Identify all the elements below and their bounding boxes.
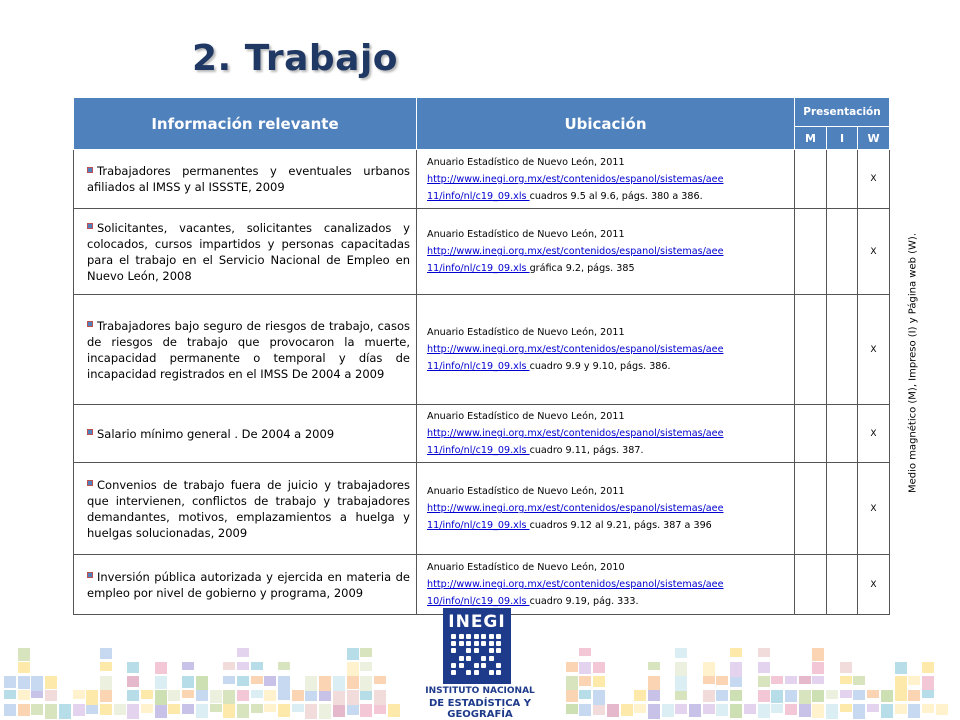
decor-square bbox=[182, 690, 194, 698]
decor-square bbox=[264, 704, 276, 712]
decor-square bbox=[675, 662, 687, 676]
decor-square bbox=[196, 676, 208, 690]
logo-dot bbox=[451, 634, 456, 639]
decor-square bbox=[826, 704, 838, 719]
decor-square bbox=[799, 676, 811, 684]
decor-square bbox=[18, 662, 30, 673]
decor-square bbox=[155, 676, 167, 689]
decor-square bbox=[799, 704, 811, 717]
decor-square bbox=[127, 704, 139, 719]
decor-square bbox=[223, 662, 235, 670]
decor-square bbox=[703, 662, 715, 676]
mark-i bbox=[827, 295, 858, 405]
info-cell bbox=[74, 555, 417, 615]
decor-square bbox=[388, 704, 400, 717]
decor-square bbox=[127, 676, 139, 687]
decor-square bbox=[922, 704, 934, 713]
decor-square bbox=[251, 690, 263, 698]
link-line2: 11/info/nl/c19_09.xls bbox=[427, 361, 530, 372]
decor-square bbox=[127, 690, 139, 701]
decor-square bbox=[922, 676, 934, 690]
source-text: Anuario Estadístico de Nuevo León, 2011 bbox=[427, 156, 625, 168]
decor-square bbox=[744, 704, 756, 714]
decor-square bbox=[31, 704, 43, 715]
logo-dot bbox=[466, 670, 471, 675]
decor-square bbox=[675, 690, 687, 700]
logo-dot bbox=[451, 663, 456, 668]
decor-square bbox=[264, 690, 276, 701]
decor-square bbox=[333, 676, 345, 691]
link-line1: http://www.inegi.org.mx/est/contenidos/espanol/sistemas/aee bbox=[427, 246, 724, 257]
info-cell bbox=[74, 405, 417, 463]
info-text: Trabajadores permanentes y eventuales urbanos afiliados al IMSS y al ISSSTE, 2009 bbox=[87, 164, 410, 194]
decor-square bbox=[18, 648, 30, 661]
decor-square bbox=[114, 704, 126, 715]
logo-dot bbox=[489, 641, 494, 646]
mark-m bbox=[795, 150, 827, 209]
link-line1: http://www.inegi.org.mx/est/contenidos/espanol/sistemas/aee bbox=[427, 173, 724, 185]
decor-square bbox=[730, 676, 742, 687]
mark-i bbox=[827, 150, 858, 209]
decor-square bbox=[895, 704, 907, 714]
decor-square bbox=[18, 690, 30, 700]
decor-square bbox=[853, 704, 865, 719]
mark-i bbox=[827, 209, 858, 295]
decor-square bbox=[196, 704, 208, 718]
info-cell bbox=[74, 150, 417, 209]
mark-m bbox=[795, 209, 827, 295]
decor-square bbox=[155, 662, 167, 674]
decor-square bbox=[182, 704, 194, 714]
decor-square bbox=[45, 704, 57, 719]
decor-square bbox=[579, 704, 591, 716]
decor-square bbox=[634, 690, 646, 701]
decor-square bbox=[347, 676, 359, 689]
decor-square bbox=[908, 676, 920, 685]
decor-square bbox=[566, 662, 578, 672]
header-m: M bbox=[795, 127, 827, 150]
decor-square bbox=[662, 704, 674, 717]
decor-square bbox=[812, 676, 824, 684]
page-title: 2. Trabajo bbox=[192, 38, 399, 79]
decor-square bbox=[127, 662, 139, 673]
info-cell bbox=[74, 295, 417, 405]
ubicacion-cell bbox=[417, 463, 795, 555]
decor-square bbox=[922, 690, 934, 698]
decor-square bbox=[59, 704, 71, 719]
source-text: Anuario Estadístico de Nuevo León, 2011 bbox=[427, 411, 625, 422]
decor-square bbox=[730, 662, 742, 677]
decor-square bbox=[141, 704, 153, 713]
decor-square bbox=[840, 690, 852, 698]
info-text: Inversión pública autorizada y ejercida en materia de empleo por nivel de gobierno y programa, 2009 bbox=[87, 569, 410, 600]
decor-square bbox=[758, 676, 770, 687]
logo-dot bbox=[466, 656, 471, 661]
decor-square bbox=[867, 704, 879, 712]
detail-text: cuadro 9.9 y 9.10, págs. 386. bbox=[529, 361, 671, 372]
decor-square bbox=[648, 704, 660, 719]
mark-w: X bbox=[858, 209, 890, 295]
decor-square bbox=[634, 704, 646, 713]
decor-square bbox=[251, 676, 263, 684]
mark-m bbox=[795, 463, 827, 555]
logo-dot bbox=[496, 634, 501, 639]
decor-square bbox=[566, 690, 578, 702]
decor-square bbox=[579, 690, 591, 699]
ubicacion-cell bbox=[417, 405, 795, 463]
logo-dot bbox=[459, 663, 464, 668]
logo-dot bbox=[466, 641, 471, 646]
mark-m bbox=[795, 555, 827, 615]
table-row bbox=[74, 150, 890, 209]
logo-dot bbox=[496, 670, 501, 675]
presentation-legend-text: Medio magnético (M), Impreso (I) y Página web (W). bbox=[907, 232, 919, 493]
logo-dot bbox=[459, 656, 464, 661]
decor-square bbox=[73, 704, 85, 716]
decor-square bbox=[360, 662, 372, 671]
decor-square bbox=[237, 690, 249, 701]
decor-square bbox=[182, 676, 194, 688]
mark-m bbox=[795, 295, 827, 405]
decor-square bbox=[333, 704, 345, 717]
header-presentacion: Presentación bbox=[795, 98, 890, 127]
logo-dot bbox=[474, 641, 479, 646]
logo-dot bbox=[489, 648, 494, 653]
link-line1: http://www.inegi.org.mx/est/contenidos/espanol/sistemas/aee bbox=[427, 428, 724, 439]
logo-dot bbox=[489, 670, 494, 675]
decor-square bbox=[360, 648, 372, 657]
decor-square bbox=[155, 704, 167, 718]
logo-word: INEGI bbox=[448, 612, 506, 632]
logo-dot bbox=[489, 634, 494, 639]
decor-square bbox=[895, 676, 907, 690]
source-text: Anuario Estadístico de Nuevo León, 2011 bbox=[427, 327, 625, 338]
decor-square bbox=[758, 648, 770, 657]
decor-square bbox=[566, 704, 578, 714]
decor-square bbox=[840, 676, 852, 684]
decor-square bbox=[648, 690, 660, 701]
bullet-icon bbox=[87, 572, 93, 578]
decor-square bbox=[319, 704, 331, 719]
logo-dot bbox=[459, 634, 464, 639]
logo-dot bbox=[466, 648, 471, 653]
logo-dot bbox=[481, 634, 486, 639]
decor-square bbox=[730, 690, 742, 701]
info-text: Salario mínimo general . De 2004 a 2009 bbox=[97, 426, 335, 441]
decor-square bbox=[908, 704, 920, 718]
logo-grid bbox=[451, 634, 503, 678]
decor-square bbox=[196, 690, 208, 701]
mark-w: X bbox=[858, 150, 890, 209]
decor-square bbox=[758, 704, 770, 718]
logo-dot bbox=[481, 663, 486, 668]
decor-square bbox=[675, 648, 687, 658]
ubicacion-cell bbox=[417, 555, 795, 615]
link-line1: http://www.inegi.org.mx/est/contenidos/espanol/sistemas/aee bbox=[427, 503, 724, 514]
decor-square bbox=[251, 662, 263, 670]
detail-text: cuadros 9.12 al 9.21, págs. 387 a 396 bbox=[529, 520, 712, 531]
decor-square bbox=[305, 690, 317, 701]
decor-square bbox=[785, 704, 797, 715]
decor-square bbox=[675, 676, 687, 691]
decor-square bbox=[758, 690, 770, 702]
header-i: I bbox=[827, 127, 858, 150]
decor-square bbox=[867, 690, 879, 698]
decor-square bbox=[333, 690, 345, 705]
decor-square bbox=[237, 676, 249, 686]
decor-square bbox=[168, 690, 180, 701]
ubicacion-cell bbox=[417, 150, 795, 209]
mark-w: X bbox=[858, 405, 890, 463]
logo-dot bbox=[451, 641, 456, 646]
bullet-icon bbox=[87, 429, 93, 435]
decor-square bbox=[360, 704, 372, 717]
info-text: Convenios de trabajo fuera de juicio y trabajadores que intervienen, conflictos de trabajo y trabajadores demandantes, motivos, emplazamientos a huelga y huelgas solucionadas, 2009 bbox=[87, 477, 410, 540]
decor-square bbox=[648, 662, 660, 670]
decor-square bbox=[374, 676, 386, 684]
decor-square bbox=[607, 704, 619, 717]
decor-square bbox=[18, 676, 30, 689]
decor-square bbox=[853, 690, 865, 700]
detail-text: gráfica 9.2, págs. 385 bbox=[529, 263, 635, 274]
table-row bbox=[74, 555, 890, 615]
decor-square bbox=[305, 676, 317, 691]
decor-square bbox=[31, 690, 43, 698]
decor-square bbox=[703, 676, 715, 684]
decor-square bbox=[593, 662, 605, 673]
decor-square bbox=[141, 690, 153, 699]
link-line1: http://www.inegi.org.mx/est/contenidos/espanol/sistemas/aee bbox=[427, 344, 724, 355]
mark-i bbox=[827, 463, 858, 555]
decor-square bbox=[182, 662, 194, 670]
decor-square bbox=[826, 690, 838, 699]
decor-square bbox=[73, 690, 85, 699]
table-row bbox=[74, 463, 890, 555]
logo-dot bbox=[489, 656, 494, 661]
decor-square bbox=[758, 662, 770, 673]
logo-dot bbox=[474, 663, 479, 668]
decor-square bbox=[812, 662, 824, 674]
mark-w: X bbox=[858, 555, 890, 615]
decor-square bbox=[785, 690, 797, 702]
link-line2: 11/info/nl/c19_09.xls bbox=[427, 263, 530, 274]
decor-square bbox=[716, 676, 728, 685]
decor-square bbox=[86, 690, 98, 705]
detail-text: cuadros 9.5 al 9.6, págs. 380 a 386. bbox=[529, 190, 703, 202]
decor-square bbox=[4, 704, 16, 716]
decor-square bbox=[223, 676, 235, 684]
decor-square bbox=[881, 690, 893, 702]
table-row bbox=[74, 405, 890, 463]
source-text: Anuario Estadístico de Nuevo León, 2011 bbox=[427, 486, 625, 497]
decor-square bbox=[100, 690, 112, 702]
logo-dot bbox=[481, 641, 486, 646]
logo-dot bbox=[474, 648, 479, 653]
decor-square bbox=[100, 648, 112, 659]
link-line2: 11/info/nl/c19_09.xls bbox=[427, 190, 530, 202]
decor-square bbox=[4, 676, 16, 688]
decor-square bbox=[374, 690, 386, 705]
decor-square bbox=[223, 690, 235, 704]
header-ubicacion: Ubicación bbox=[417, 98, 795, 150]
decor-square bbox=[593, 676, 605, 687]
decor-square bbox=[840, 704, 852, 712]
link-line1: http://www.inegi.org.mx/est/contenidos/espanol/sistemas/aee bbox=[427, 579, 724, 590]
info-table bbox=[73, 97, 890, 615]
source-text: Anuario Estadístico de Nuevo León, 2010 bbox=[427, 562, 625, 573]
decor-square bbox=[922, 662, 934, 673]
decor-square bbox=[908, 690, 920, 701]
decor-square bbox=[812, 690, 824, 702]
decor-square bbox=[812, 704, 824, 718]
decor-square bbox=[771, 676, 783, 684]
decor-square bbox=[675, 704, 687, 714]
decor-square bbox=[360, 690, 372, 700]
decor-square bbox=[45, 676, 57, 689]
header-w: W bbox=[858, 127, 890, 150]
info-text: Trabajadores bajo seguro de riesgos de trabajo, casos de riesgos de trabajo que provocaron la muerte, incapacidad permanente o temporal y días de incapacidad registrados en el IMSS De 2004 a 2009 bbox=[87, 318, 410, 381]
bullet-icon bbox=[87, 321, 93, 327]
decor-square bbox=[86, 704, 98, 714]
link-line2: 10/info/nl/c19_09.xls bbox=[427, 596, 530, 607]
info-text: Solicitantes, vacantes, solicitantes canalizados y colocados, cursos impartidos y personas capacitadas para el trabajo en el Servicio Nacional de Empleo en Nuevo León, 2008 bbox=[87, 220, 410, 283]
decor-square bbox=[730, 648, 742, 657]
decor-square bbox=[292, 704, 304, 712]
decor-square bbox=[853, 676, 865, 685]
decor-square bbox=[305, 704, 317, 719]
info-cell bbox=[74, 463, 417, 555]
decor-square bbox=[840, 662, 852, 673]
decor-square bbox=[223, 704, 235, 718]
logo-dot bbox=[474, 670, 479, 675]
decor-square bbox=[360, 676, 372, 691]
decor-square bbox=[168, 704, 180, 714]
decor-square bbox=[579, 648, 591, 656]
logo-dot bbox=[451, 648, 456, 653]
table-row bbox=[74, 295, 890, 405]
mark-i bbox=[827, 555, 858, 615]
decor-square bbox=[31, 676, 43, 691]
decor-square bbox=[237, 704, 249, 718]
decor-square bbox=[278, 704, 290, 717]
decor-square bbox=[347, 704, 359, 715]
logo-dot bbox=[474, 634, 479, 639]
presentation-legend bbox=[907, 225, 919, 500]
decor-square bbox=[100, 662, 112, 671]
decor-square bbox=[593, 704, 605, 715]
decor-square bbox=[251, 704, 263, 713]
decor-square bbox=[18, 704, 30, 716]
decor-square bbox=[347, 648, 359, 660]
decor-square bbox=[278, 662, 290, 670]
decor-square bbox=[237, 662, 249, 670]
decor-square bbox=[785, 676, 797, 684]
logo-dot bbox=[481, 656, 486, 661]
bullet-icon bbox=[87, 167, 93, 173]
info-cell bbox=[74, 209, 417, 295]
link-line2: 11/info/nl/c19_09.xls bbox=[427, 520, 530, 531]
decor-square bbox=[771, 690, 783, 703]
decor-square bbox=[703, 704, 715, 714]
bullet-icon bbox=[87, 480, 93, 486]
decor-square bbox=[374, 704, 386, 714]
mark-w: X bbox=[858, 295, 890, 405]
decor-square bbox=[278, 690, 290, 700]
decor-square bbox=[895, 690, 907, 701]
decor-square bbox=[716, 704, 728, 716]
logo-name-line2: DE ESTADÍSTICA Y GEOGRAFÍA bbox=[429, 698, 531, 720]
decor-square bbox=[771, 704, 783, 713]
decor-square bbox=[812, 648, 824, 661]
mark-m bbox=[795, 405, 827, 463]
decor-square bbox=[703, 690, 715, 702]
decor-square bbox=[621, 704, 633, 716]
header-info: Información relevante bbox=[74, 98, 417, 150]
decor-square bbox=[689, 704, 701, 717]
decor-square bbox=[45, 690, 57, 701]
logo-dot bbox=[496, 663, 501, 668]
decor-square bbox=[210, 690, 222, 703]
decor-square bbox=[799, 690, 811, 704]
logo-name-line1: INSTITUTO NACIONAL bbox=[425, 686, 535, 696]
decor-square bbox=[210, 704, 222, 712]
decor-square bbox=[895, 662, 907, 674]
decor-square bbox=[278, 676, 290, 691]
inegi-logo-icon bbox=[443, 608, 511, 684]
link-line2: 11/info/nl/c19_09.xls bbox=[427, 445, 530, 456]
source-text: Anuario Estadístico de Nuevo León, 2011 bbox=[427, 229, 625, 240]
decor-square bbox=[936, 704, 948, 715]
decor-square bbox=[319, 690, 331, 701]
decor-square bbox=[292, 690, 304, 701]
detail-text: cuadro 9.19, pág. 333. bbox=[529, 596, 639, 607]
decor-square bbox=[4, 690, 16, 699]
mark-w: X bbox=[858, 463, 890, 555]
decor-square bbox=[100, 676, 112, 690]
ubicacion-cell bbox=[417, 209, 795, 295]
logo-dot bbox=[496, 641, 501, 646]
decor-square bbox=[155, 690, 167, 705]
logo-dot bbox=[451, 670, 456, 675]
decor-square bbox=[264, 676, 276, 686]
decor-square bbox=[347, 662, 359, 676]
mark-i bbox=[827, 405, 858, 463]
decor-square bbox=[100, 704, 112, 715]
decor-square bbox=[319, 676, 331, 691]
decor-square bbox=[566, 676, 578, 690]
logo-dot bbox=[459, 641, 464, 646]
bullet-icon bbox=[87, 223, 93, 229]
decor-square bbox=[648, 676, 660, 690]
detail-text: cuadro 9.11, págs. 387. bbox=[529, 445, 644, 456]
logo-dot bbox=[466, 634, 471, 639]
decor-square bbox=[347, 690, 359, 705]
decor-square bbox=[237, 648, 249, 657]
ubicacion-cell bbox=[417, 295, 795, 405]
decor-square bbox=[716, 690, 728, 701]
decor-square bbox=[579, 676, 591, 686]
decor-square bbox=[881, 704, 893, 718]
decor-square bbox=[730, 704, 742, 718]
table-row bbox=[74, 209, 890, 295]
inegi-logo bbox=[405, 608, 555, 720]
decor-square bbox=[579, 662, 591, 674]
decor-square bbox=[593, 690, 605, 705]
logo-dot bbox=[496, 648, 501, 653]
